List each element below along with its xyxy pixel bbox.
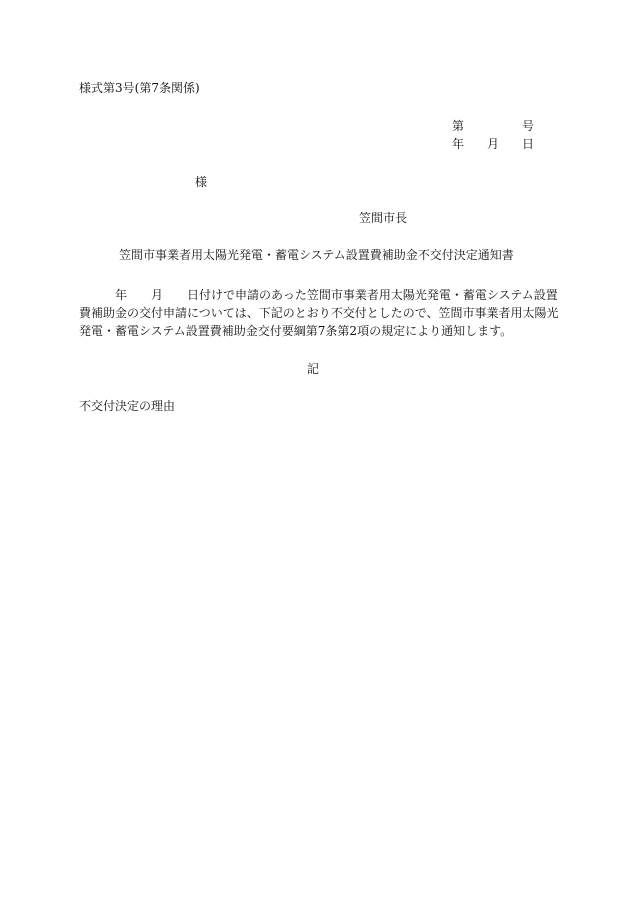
body-paragraph [79, 286, 559, 340]
ki-marker: 記 [307, 362, 320, 376]
body-line-1-text: 日付けで申請のあった笠間市事業者用太陽光発電・蓄電システム設置 [187, 288, 558, 302]
body-line-1 [79, 286, 558, 304]
document-number-suffix: 号 [522, 119, 535, 133]
body-line-3: 発電・蓄電システム設置費補助金交付要綱第7条第2項の規定により通知します。 [79, 324, 513, 338]
document-number-prefix: 第 [452, 119, 465, 133]
addressee-honorific: 様 [195, 175, 208, 189]
body-year-label: 年 [115, 288, 128, 302]
body-month-label: 月 [151, 288, 164, 302]
date-month-label: 月 [487, 137, 500, 151]
body-line-2: 費補助金の交付申請については、下記のとおり不交付としたので、笠間市事業者用太陽光 [79, 306, 559, 320]
form-number: 様式第3号(第7条関係) [79, 81, 200, 95]
reason-heading: 不交付決定の理由 [79, 399, 176, 413]
date-day-label: 日 [522, 137, 535, 151]
issuer-name: 笠間市長 [359, 211, 408, 225]
date-year-label: 年 [452, 137, 465, 151]
document-title: 笠間市事業者用太陽光発電・蓄電システム設置費補助金不交付決定通知書 [119, 248, 514, 262]
